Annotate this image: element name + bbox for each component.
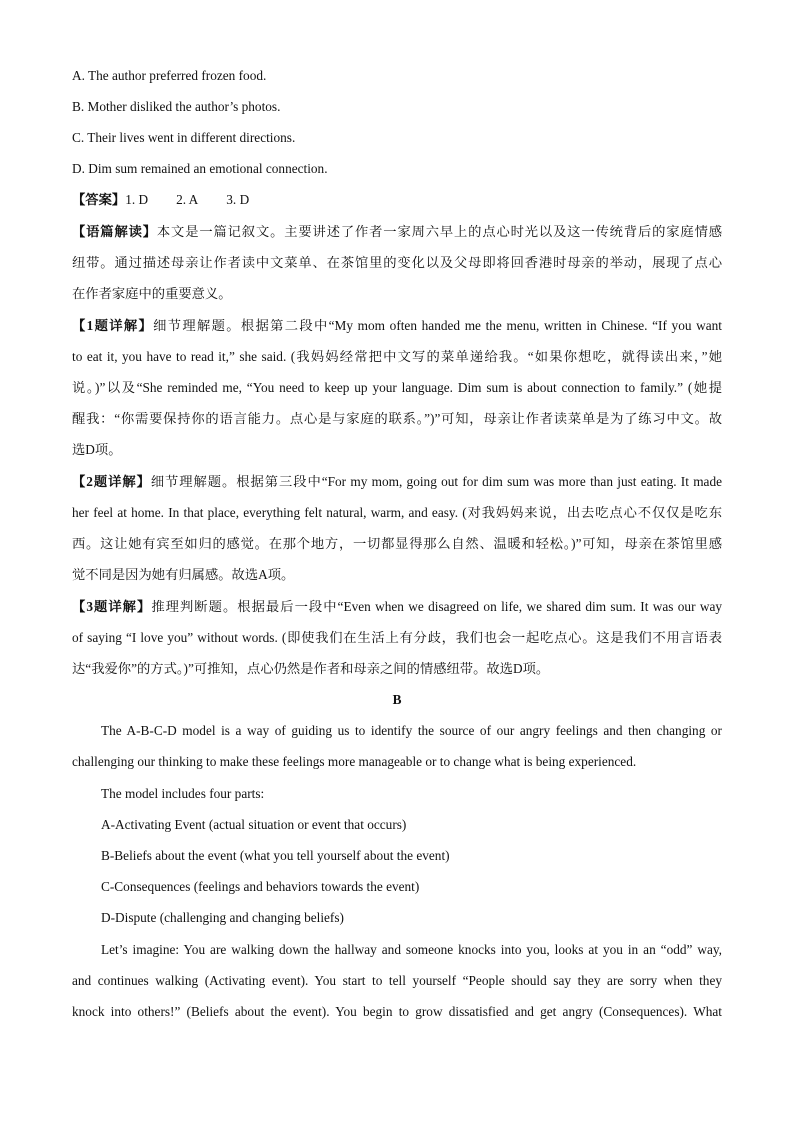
analysis-line-2: 纽带。通过描述母亲让作者读中文菜单、在茶馆里的变化以及父母即将回香港时母亲的举动，展现了点心 [72, 255, 722, 270]
q1-label: 【1题详解】 [72, 318, 154, 333]
answer-line [72, 190, 722, 210]
passage-line-4: A-Activating Event (actual situation or event that occurs) [101, 817, 407, 832]
answer-1: 1. D [125, 192, 149, 207]
analysis-label: 【语篇解读】 [72, 224, 157, 239]
q2-line-4: 觉不同是因为她有归属感。故选A项。 [72, 567, 295, 582]
option-b: B. Mother disliked the author’s photos. [72, 99, 281, 114]
q2-line-2: her feel at home. In that place, everything felt natural, warm, and easy. (对我妈妈来说，出去吃点心不仅仅是吃东 [72, 505, 722, 520]
analysis-line-1: 【语篇解读】本文是一篇记叙文。主要讲述了作者一家周六早上的点心时光以及这一传统背后的家庭情感 [72, 224, 722, 239]
q2-label: 【2题详解】 [72, 474, 151, 489]
passage-line-9: and continues walking (Activating event). You start to tell yourself “People should say they are sorry when they [72, 973, 722, 988]
q3-line-1: 【3题详解】推理判断题。根据最后一段中“Even when we disagreed on life, we shared dim sum. It was our way [72, 599, 722, 614]
section-b-heading: B [392, 692, 402, 707]
q1-line-4: 醒我：“你需要保持你的语言能力。点心是与家庭的联系。”)”可知，母亲让作者读菜单是为了练习中文。故 [72, 411, 722, 426]
q3-line-2: of saying “I love you” without words. (即使我们在生活上有分歧，我们也会一起吃点心。这是我们不用言语表 [72, 630, 722, 645]
answer-2: 2. A [176, 192, 199, 207]
passage-line-3: The model includes four parts: [101, 786, 265, 801]
option-c: C. Their lives went in different directions. [72, 130, 296, 145]
answer-label: 【答案】 [72, 192, 126, 207]
passage-line-6: C-Consequences (feelings and behaviors towards the event) [101, 879, 420, 894]
q1-line-5: 选D项。 [72, 442, 122, 457]
passage-line-10: knock into others!” (Beliefs about the event). You begin to grow dissatisfied and get angry (Consequences). What [72, 1004, 722, 1019]
q3-label: 【3题详解】 [72, 599, 152, 614]
q3-line-3: 达“我爱你”的方式。)”可推知，点心仍然是作者和母亲之间的情感纽带。故选D项。 [72, 661, 550, 676]
q2-line-1: 【2题详解】细节理解题。根据第三段中“For my mom, going out for dim sum was more than just eating. It made [72, 474, 722, 489]
q2-line-3: 西。这让她有宾至如归的感觉。在那个地方，一切都显得那么自然、温暖和轻松。)”可知，母亲在茶馆里感 [72, 536, 722, 551]
q1-line-2: to eat it, you have to read it,” she said. (我妈妈经常把中文写的菜单递给我。“如果你想吃，就得读出来，”她 [72, 349, 722, 364]
passage-line-1: The A-B-C-D model is a way of guiding us to identify the source of our angry feelings and then changing or [101, 723, 722, 738]
option-d: D. Dim sum remained an emotional connection. [72, 161, 328, 176]
option-a: A. The author preferred frozen food. [72, 68, 267, 83]
q1-line-1: 【1题详解】细节理解题。根据第二段中“My mom often handed me the menu, written in Chinese. “If you want [72, 318, 722, 333]
q1-line-3: 说。)”以及“She reminded me, “You need to keep up your language. Dim sum is about connection to family.” (她提 [72, 380, 722, 395]
passage-line-5: B-Beliefs about the event (what you tell yourself about the event) [101, 848, 450, 863]
passage-line-2: challenging our thinking to make these feelings more manageable or to change what is being experienced. [72, 754, 637, 769]
analysis-line-3: 在作者家庭中的重要意义。 [72, 286, 232, 301]
passage-line-8: Let’s imagine: You are walking down the hallway and someone knocks into you, looks at you in an “odd” way, [101, 942, 722, 957]
passage-line-7: D-Dispute (challenging and changing beliefs) [101, 910, 344, 925]
answer-3: 3. D [226, 192, 250, 207]
